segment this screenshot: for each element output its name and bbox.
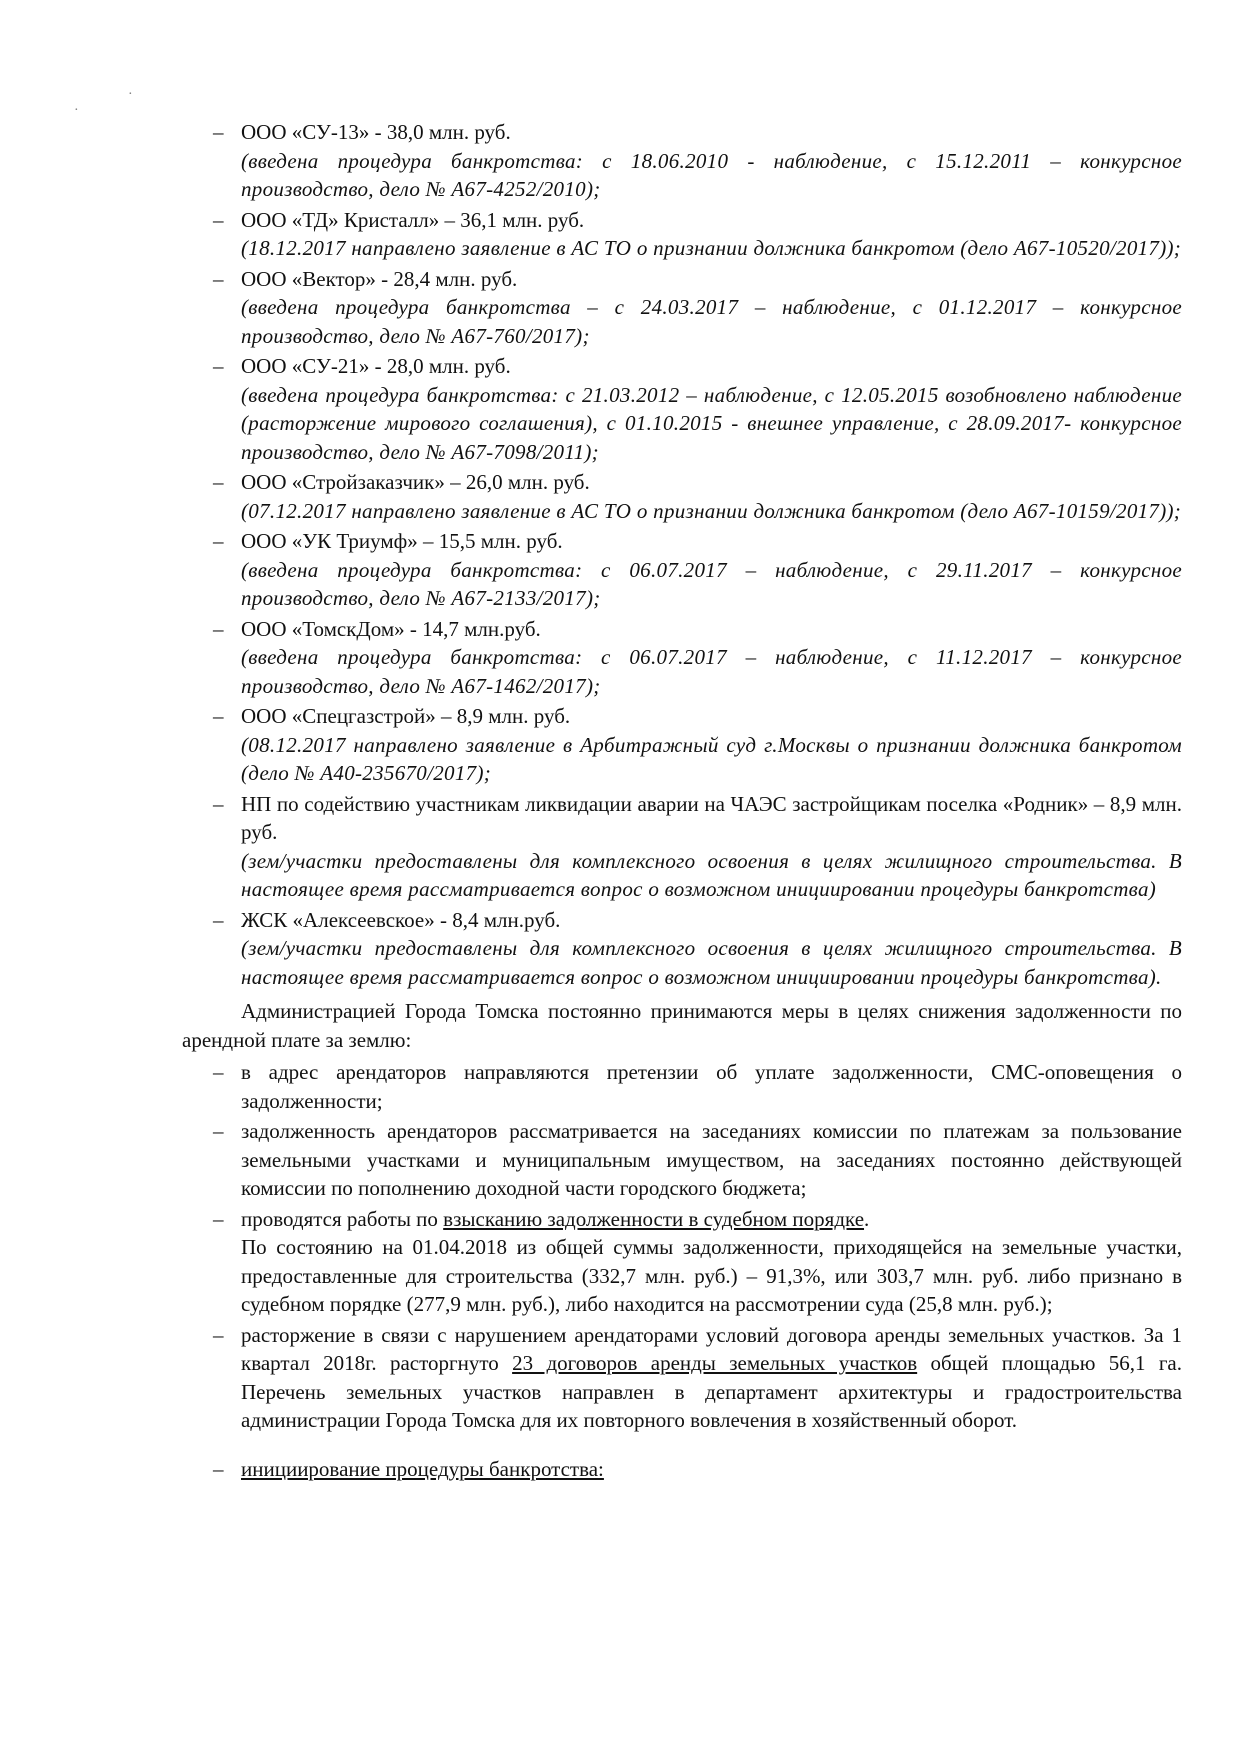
list-item [182,265,1182,351]
bullet-dash: – [213,616,224,641]
debtor-note: (18.12.2017 направлено заявление в АС ТО о признании должника банкротом (дело А67-10520/2017)); [241,236,1182,260]
bullet-dash: – [213,1322,224,1347]
measure-text: задолженность арендаторов рассматривается на заседаниях комиссии по платежам за пользование земельными участками и муниципальным имуществом, на заседаниях постоянно действующей комиссии по пополнению доходной части городского бюджета; [241,1119,1182,1200]
debtor-list [182,118,1182,991]
bullet-dash: – [213,1060,224,1084]
list-item [182,906,1182,992]
underlined-text: взысканию задолженности в судебном порядке [443,1206,865,1231]
list-item [182,1058,1182,1115]
measure-text: в адрес арендаторов направляются претензии об уплате задолженности, СМС-оповещения о задолженности; [241,1060,1182,1113]
measure-text: расторжение в связи с нарушением арендаторами условий договора аренды земельных участков. За 1 квартал 2018г. расторгнуто [241,1322,1182,1375]
debtor-note: (введена процедура банкротства: с 18.06.2010 - наблюдение, с 15.12.2011 – конкурсное производство, дело № А67-4252/2010); [241,148,1182,201]
bullet-dash: – [213,207,224,232]
list-item [182,1321,1182,1435]
debtor-name: ЖСК «Алексеевское» - 8,4 млн.руб. [241,907,561,932]
measure-text: общей площадью 56,1 га. Перечень земельных участков направлен в департамент архитектуры и градостроительства администрации Города Томска для их повторного вовлечения в хозяйственный оборот. [241,1351,1183,1432]
measures-list [182,1058,1182,1483]
bullet-dash: – [213,704,224,728]
debtor-note: (введена процедура банкротства: с 21.03.2012 – наблюдение, с 12.05.2015 возобновлено наблюдение (расторжение мирового соглашения), с 01.10.2015 - внешнее управление, с 28.09.2017- конкурсное производство, дело № А67-7098/2011); [241,382,1182,464]
list-item [182,527,1182,613]
underlined-text: 23 договоров аренды земельных участков [512,1351,918,1375]
debtor-note: (зем/участки предоставлены для комплексного освоения в целях жилищного строительства. В настоящее время рассматривается вопрос о возможном инициировании процедуры банкротства). [241,936,1182,989]
debtor-name: ООО «СУ-13» - 38,0 млн. руб. [241,120,511,144]
bullet-dash: – [213,907,224,932]
bullet-dash: – [213,1206,224,1231]
debtor-name: ООО «ТомскДом» - 14,7 млн.руб. [241,616,541,641]
bullet-dash: – [213,470,224,494]
list-item [182,468,1182,525]
debtor-note: (зем/участки предоставлены для комплексного освоения в целях жилищного строительства. В настоящее время рассматривается вопрос о возможном инициировании процедуры банкротства) [241,848,1182,901]
list-item [182,1205,1182,1319]
list-item [182,702,1182,788]
bullet-dash: – [213,120,224,144]
scan-mark: · [74,103,79,118]
bullet-dash: – [213,1456,224,1481]
bullet-dash: – [213,1119,224,1143]
measure-text: . [864,1206,870,1231]
debtor-name: ООО «Стройзаказчик» – 26,0 млн. руб. [241,470,590,494]
list-item [182,352,1182,466]
list-item [182,1455,1182,1484]
bullet-dash: – [213,354,224,378]
list-item [182,615,1182,701]
debtor-name: ООО «УК Триумф» – 15,5 млн. руб. [241,529,563,553]
debtor-note: (08.12.2017 направлено заявление в Арбитражный суд г.Москвы о признании должника банкротом (дело № А40-235670/2017); [241,732,1182,785]
debtor-note: (введена процедура банкротства: с 06.07.2017 – наблюдение, с 29.11.2017 – конкурсное производство, дело № А67-2133/2017); [241,557,1182,610]
bullet-dash: – [213,266,224,291]
spacer [182,1437,1182,1455]
debtor-note: (07.12.2017 направлено заявление в АС ТО о признании должника банкротом (дело А67-10159/2017)); [241,498,1182,523]
list-item [182,790,1182,904]
bullet-dash: – [213,529,224,553]
measures-intro: Администрацией Города Томска постоянно принимаются меры в целях снижения задолженности по арендной плате за землю: [182,999,1182,1052]
debtor-name: ООО «Спецгазстрой» – 8,9 млн. руб. [241,704,571,728]
debtor-note: (введена процедура банкротства – с 24.03.2017 – наблюдение, с 01.12.2017 – конкурсное производство, дело № А67-760/2017); [241,295,1182,348]
document-body [182,118,1182,1485]
debtor-name: НП по содействию участникам ликвидации аварии на ЧАЭС застройщикам поселка «Родник» – 8,9 млн. руб. [241,791,1182,844]
debtor-name: ООО «ТД» Кристалл» – 36,1 млн. руб. [241,207,585,232]
list-item [182,118,1182,204]
measure-text: проводятся работы по [241,1206,444,1231]
measure-text: инициирование процедуры банкротства: [241,1456,604,1481]
debtor-note: (введена процедура банкротства: с 06.07.2017 – наблюдение, с 11.12.2017 – конкурсное производство, дело № А67-1462/2017); [241,645,1182,698]
debtor-name: ООО «Вектор» - 28,4 млн. руб. [241,266,518,291]
bullet-dash: – [213,791,224,816]
scan-mark: · [128,87,133,102]
list-item [182,206,1182,263]
debtor-name: ООО «СУ-21» - 28,0 млн. руб. [241,354,511,378]
measure-details: По состоянию на 01.04.2018 из общей суммы задолженности, приходящейся на земельные участки, предоставленные для строительства (332,7 млн. руб.) – 91,3%, или 303,7 млн. руб. либо признано в судебном порядке (277,9 млн. руб.), либо находится на рассмотрении суда (25,8 млн. руб.); [241,1235,1182,1316]
list-item [182,1117,1182,1203]
